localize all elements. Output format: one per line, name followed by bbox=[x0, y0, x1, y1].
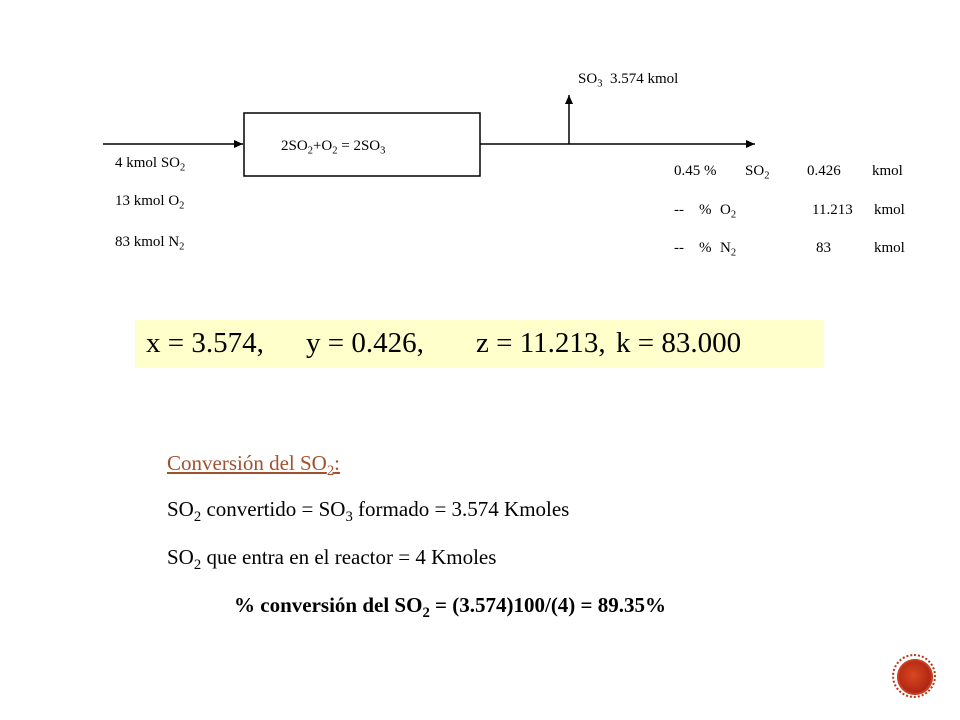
outlet-so2-unit: kmol bbox=[872, 163, 903, 179]
outlet-o2-unit: kmol bbox=[874, 202, 905, 218]
inlet-so2-label: 4 kmol $SO_2$ bbox=[115, 155, 186, 174]
outlet-n2-unit: kmol bbox=[874, 240, 905, 256]
conversion-title: Conversión del $SO_2$: bbox=[167, 451, 341, 480]
outlet-o2-species: $O_2$ bbox=[720, 202, 737, 221]
outlet-o2-percent: -- % bbox=[674, 202, 712, 218]
logo-icon bbox=[897, 659, 933, 695]
reaction-equation: $2SO_2+O_2 = 2SO_3$ bbox=[281, 138, 386, 157]
inlet-o2-label: 13 kmol $O_2$ bbox=[115, 193, 185, 212]
so2-converted-line: $SO_2$ convertido = $SO_3$ formado = 3.574 Kmoles bbox=[167, 497, 570, 526]
solution-values bbox=[146, 327, 741, 360]
solution-z: z = 11.213, bbox=[476, 327, 606, 359]
so3-product-label: $SO_3$ 3.574 kmol bbox=[578, 71, 679, 90]
solution-y: y = 0.426, bbox=[306, 327, 424, 359]
outlet-n2-amount: 83 bbox=[816, 240, 831, 256]
outlet-n2-percent: -- % bbox=[674, 240, 712, 256]
outlet-so2-amount: 0.426 bbox=[807, 163, 841, 179]
outlet-so2-species: $SO_2$ bbox=[745, 163, 770, 182]
solution-x: x = 3.574, bbox=[146, 327, 264, 359]
so2-inlet-line: $SO_2$ que entra en el reactor = 4 Kmoles bbox=[167, 545, 497, 574]
conversion-result-line: % conversión del $SO_2 = (3.574)100/(4) = 89.35\%$ bbox=[234, 593, 667, 622]
outlet-so2-percent: 0.45 % bbox=[674, 163, 717, 179]
outlet-n2-species: $N_2$ bbox=[720, 240, 737, 259]
outlet-o2-amount: 11.213 bbox=[812, 202, 853, 218]
inlet-n2-label: 83 kmol $N_2$ bbox=[115, 234, 185, 253]
solution-k: k = 83.000 bbox=[616, 327, 742, 359]
